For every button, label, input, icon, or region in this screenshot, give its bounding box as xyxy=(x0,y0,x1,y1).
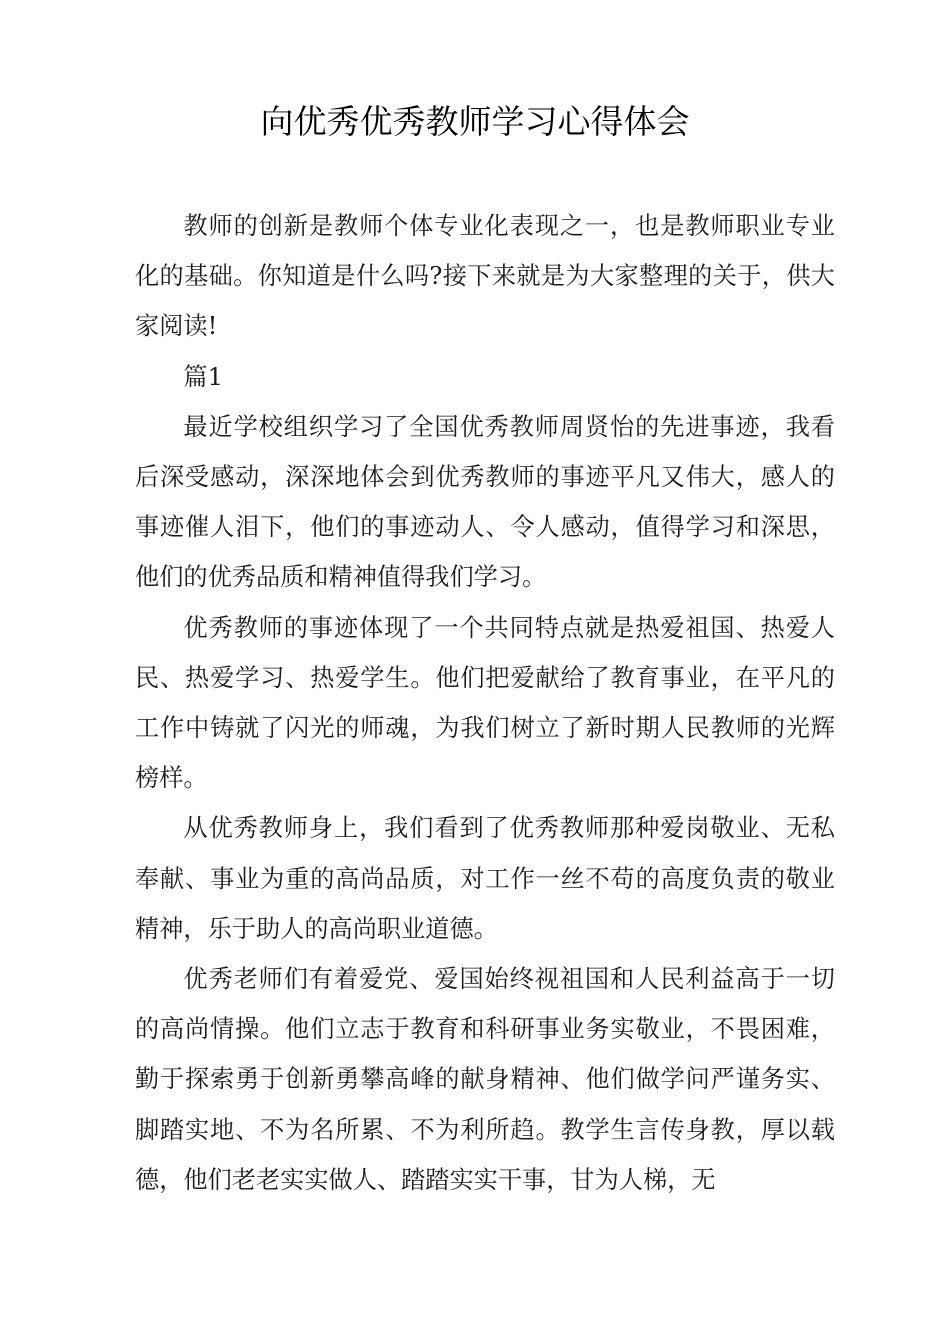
paragraph: 最近学校组织学习了全国优秀教师周贤怡的先进事迹，我看后深受感动，深深地体会到优秀教师的事迹平凡又伟大，感人的事迹催人泪下，他们的事迹动人、令人感动，值得学习和深思，他们的优秀品质和精神值得我们学习。 xyxy=(135,412,835,592)
paragraph: 优秀老师们有着爱党、爱国始终视祖国和人民利益高于一切的高尚情操。他们立志于教育和科研事业务实敬业，不畏困难，勤于探索勇于创新勇攀高峰的献身精神、他们做学问严谨务实、脚踏实地、不为名所累、不为利所趋。教学生言传身教，厚以载德，他们老老实实做人、踏踏实实干事，甘为人梯，无 xyxy=(135,965,835,1194)
paragraph: 优秀教师的事迹体现了一个共同特点就是热爱祖国、热爱人民、热爱学习、热爱学生。他们把爱献给了教育事业，在平凡的工作中铸就了闪光的师魂，为我们树立了新时期人民教师的光辉榜样。 xyxy=(135,613,835,793)
section-heading: 篇1 xyxy=(183,362,223,391)
paragraph: 从优秀教师身上，我们看到了优秀教师那种爱岗敬业、无私奉献、事业为重的高尚品质，对工作一丝不苟的高度负责的敬业精神，乐于助人的高尚职业道德。 xyxy=(135,814,835,943)
document-title: 向优秀优秀教师学习心得体会 xyxy=(260,102,690,141)
document-body xyxy=(135,201,835,1205)
paragraph-intro: 教师的创新是教师个体专业化表现之一，也是教师职业专业化的基础。你知道是什么吗?接下来就是为大家整理的关于，供大家阅读! xyxy=(135,212,835,341)
